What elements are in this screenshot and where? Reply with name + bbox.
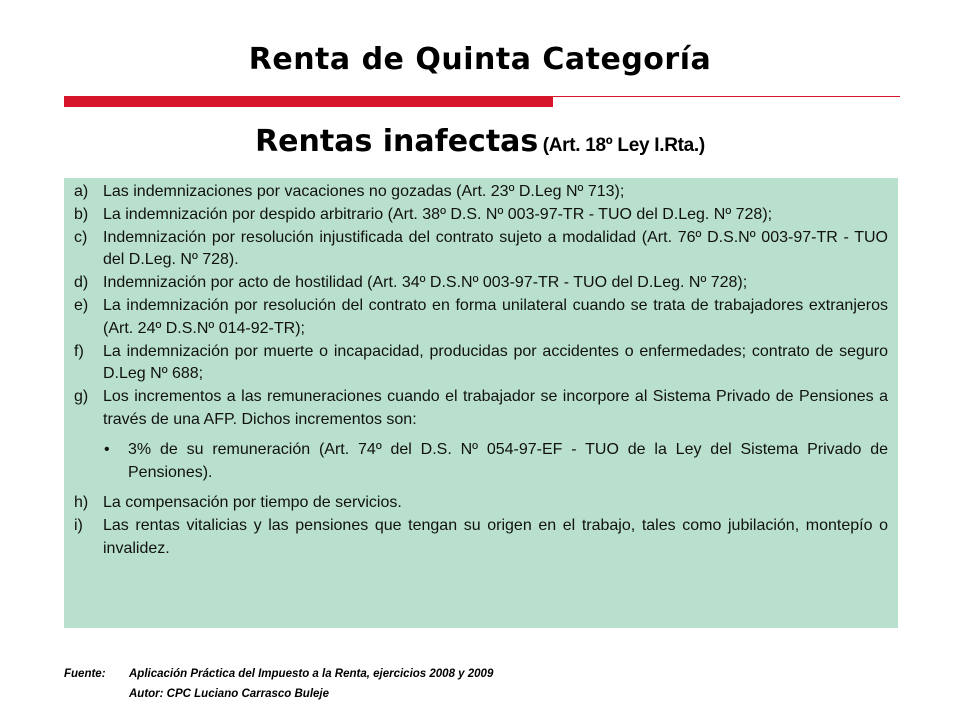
list-marker: e) <box>74 296 89 314</box>
slide-title: Renta de Quinta Categoría <box>248 42 712 77</box>
source-label: Fuente: <box>64 668 106 680</box>
source-spacer <box>64 684 129 704</box>
list-item-g <box>74 386 888 432</box>
list-item-a <box>74 181 888 204</box>
list-marker: h) <box>74 494 89 512</box>
list-text: La indemnización por resolución del contrato en forma unilateral cuando se trata de trabajadores extranjeros (Art. 24º D.S.Nº 014-92-TR); <box>103 296 888 337</box>
list-text: Las indemnizaciones por vacaciones no gozadas (Art. 23º D.Leg Nº 713); <box>103 183 625 200</box>
list-marker: i) <box>74 517 83 535</box>
title-accent-bar <box>64 96 553 107</box>
list-marker: g) <box>74 388 89 406</box>
list-item-i <box>74 515 888 561</box>
source-title: Aplicación Práctica del Impuesto a la Renta, ejercicios 2008 y 2009 <box>129 668 494 680</box>
subtitle-reference: (Art. 18º Ley I.Rta.) <box>542 135 705 156</box>
list-item-d <box>74 272 888 295</box>
list-text: Indemnización por resolución injustificada del contrato sujeto a modalidad (Art. 76º D.S.Nº 003-97-TR - TUO del D.Leg. Nº 728). <box>103 228 888 269</box>
bullet-text: 3% de su remuneración (Art. 74º del D.S. Nº 054-97-EF - TUO de la Ley del Sistema Privado de Pensiones). <box>128 440 888 481</box>
list-text: La indemnización por despido arbitrario (Art. 38º D.S. Nº 003-97-TR - TUO del D.Leg. Nº 728); <box>103 205 773 223</box>
slide-subtitle <box>0 124 960 159</box>
list-text: Indemnización por acto de hostilidad (Art. 34º D.S.Nº 003-97-TR - TUO del D.Leg. Nº 728); <box>103 274 748 292</box>
title-divider-line <box>553 96 900 97</box>
list-text: La indemnización por muerte o incapacidad, producidas por accidentes o enfermedades; contrato de seguro D.Leg Nº 688; <box>103 342 888 383</box>
list-text: La compensación por tiempo de servicios. <box>103 494 402 512</box>
list-item-e <box>74 295 888 341</box>
list-text: Los incrementos a las remuneraciones cuando el trabajador se incorpore al Sistema Privado de Pensiones a través de una AFP. Dichos incrementos son: <box>103 388 888 428</box>
list-item-f <box>74 341 888 387</box>
sub-bullet-item <box>104 439 888 485</box>
inafectas-list-panel <box>64 178 898 628</box>
source-citation <box>64 664 493 704</box>
list-text: Las rentas vitalicias y las pensiones que tengan su origen en el trabajo, tales como jubilación, montepío o invalidez. <box>103 517 888 557</box>
list-item-c <box>74 227 888 273</box>
list-item-b <box>74 204 888 227</box>
list-item-h <box>74 492 888 515</box>
source-author: Autor: CPC Luciano Carrasco Buleje <box>129 688 330 700</box>
subtitle-main: Rentas inafectas <box>255 124 539 159</box>
list-marker: a) <box>74 183 89 200</box>
list-marker: f) <box>74 342 84 360</box>
list-marker: b) <box>74 205 89 223</box>
bullet-marker: • <box>104 440 110 458</box>
list-marker: d) <box>74 274 89 292</box>
list-marker: c) <box>74 228 88 246</box>
